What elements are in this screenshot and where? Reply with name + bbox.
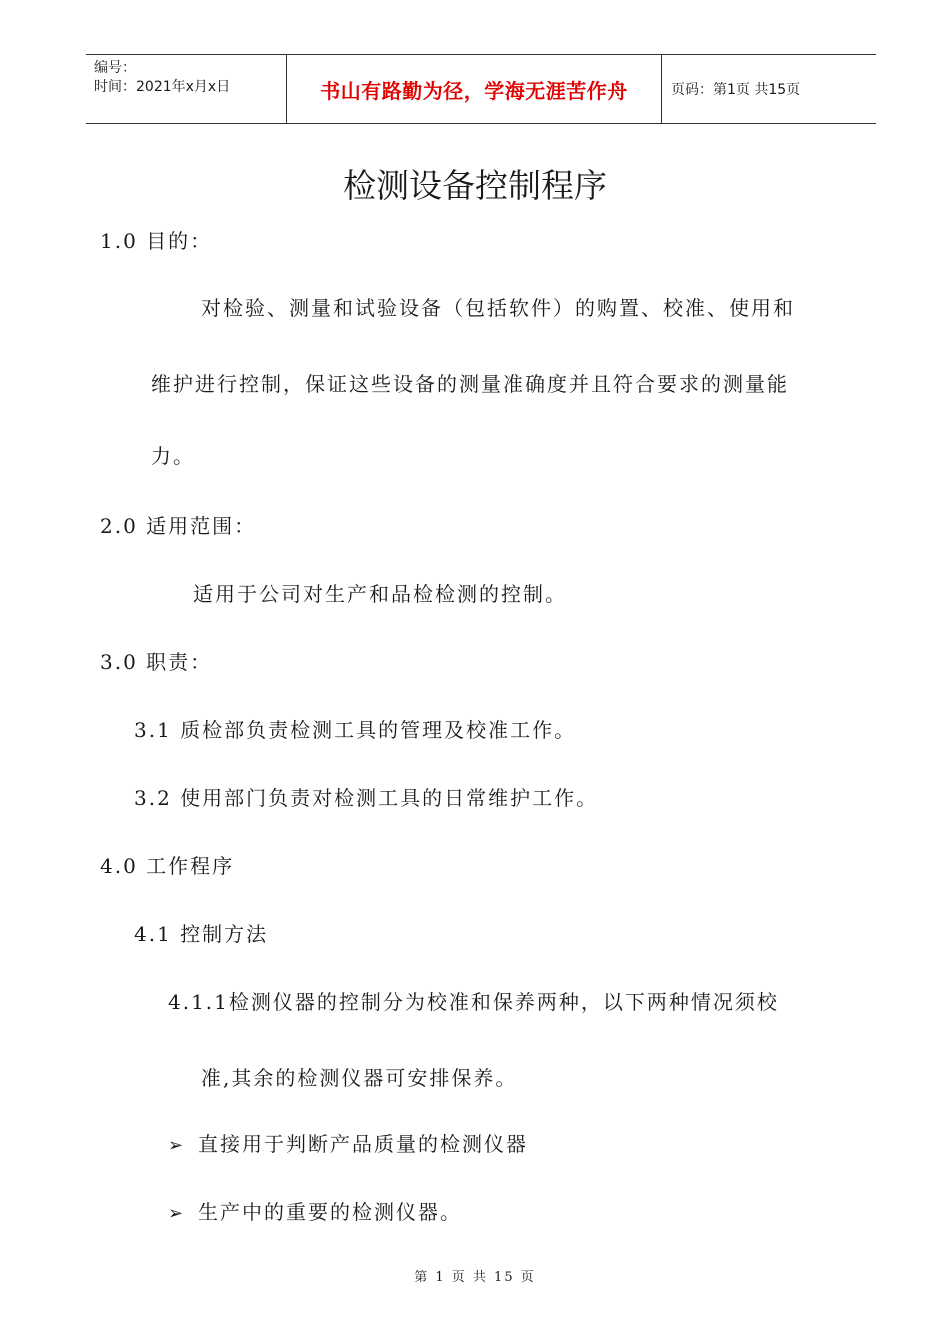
list-item (168, 1128, 528, 1157)
bullet-text-2: 生产中的重要的检测仪器。 (198, 1200, 462, 1224)
section-4-1-1-line-1: 4.1.1检测仪器的控制分为校准和保养两种，以下两种情况须校 (168, 990, 779, 1014)
doc-number-label: 编号： (94, 60, 136, 76)
section-1-paragraph-line-1: 对检验、测量和试验设备（包括软件）的购置、校准、使用和 (201, 296, 795, 320)
section-4-1-1-line-2: 准,其余的检测仪器可安排保养。 (201, 1066, 518, 1090)
section-4-heading: 4.0 工作程序 (100, 854, 235, 878)
bullet-text-1: 直接用于判断产品质量的检测仪器 (198, 1132, 528, 1156)
section-1-paragraph-line-3: 力。 (151, 444, 195, 468)
section-1-paragraph-line-2: 维护进行控制，保证这些设备的测量准确度并且符合要求的测量能 (151, 372, 789, 396)
arrow-bullet-icon: ➢ (168, 1135, 186, 1156)
header-motto: 书山有路勤为径，学海无涯苦作舟 (320, 78, 628, 103)
header-motto-cell (286, 55, 662, 123)
doc-time-label: 时间：2021年x月x日 (94, 79, 231, 95)
section-3-2: 3.2 使用部门负责对检测工具的日常维护工作。 (134, 786, 599, 810)
section-2-paragraph: 适用于公司对生产和品检检测的控制。 (193, 582, 567, 606)
section-2-heading: 2.0 适用范围： (100, 514, 257, 538)
section-4-1: 4.1 控制方法 (134, 922, 269, 946)
header-page-info: 页码：第1页 共15页 (671, 82, 801, 98)
section-1-heading: 1.0 目的： (100, 229, 213, 253)
page-footer: 第 1 页 共 15 页 (414, 1270, 536, 1285)
document-header (86, 54, 876, 124)
list-item (168, 1196, 462, 1225)
section-3-1: 3.1 质检部负责检测工具的管理及校准工作。 (134, 718, 577, 742)
arrow-bullet-icon: ➢ (168, 1203, 186, 1224)
section-3-heading: 3.0 职责： (100, 650, 213, 674)
header-meta (86, 55, 286, 123)
page-title: 检测设备控制程序 (343, 166, 607, 205)
